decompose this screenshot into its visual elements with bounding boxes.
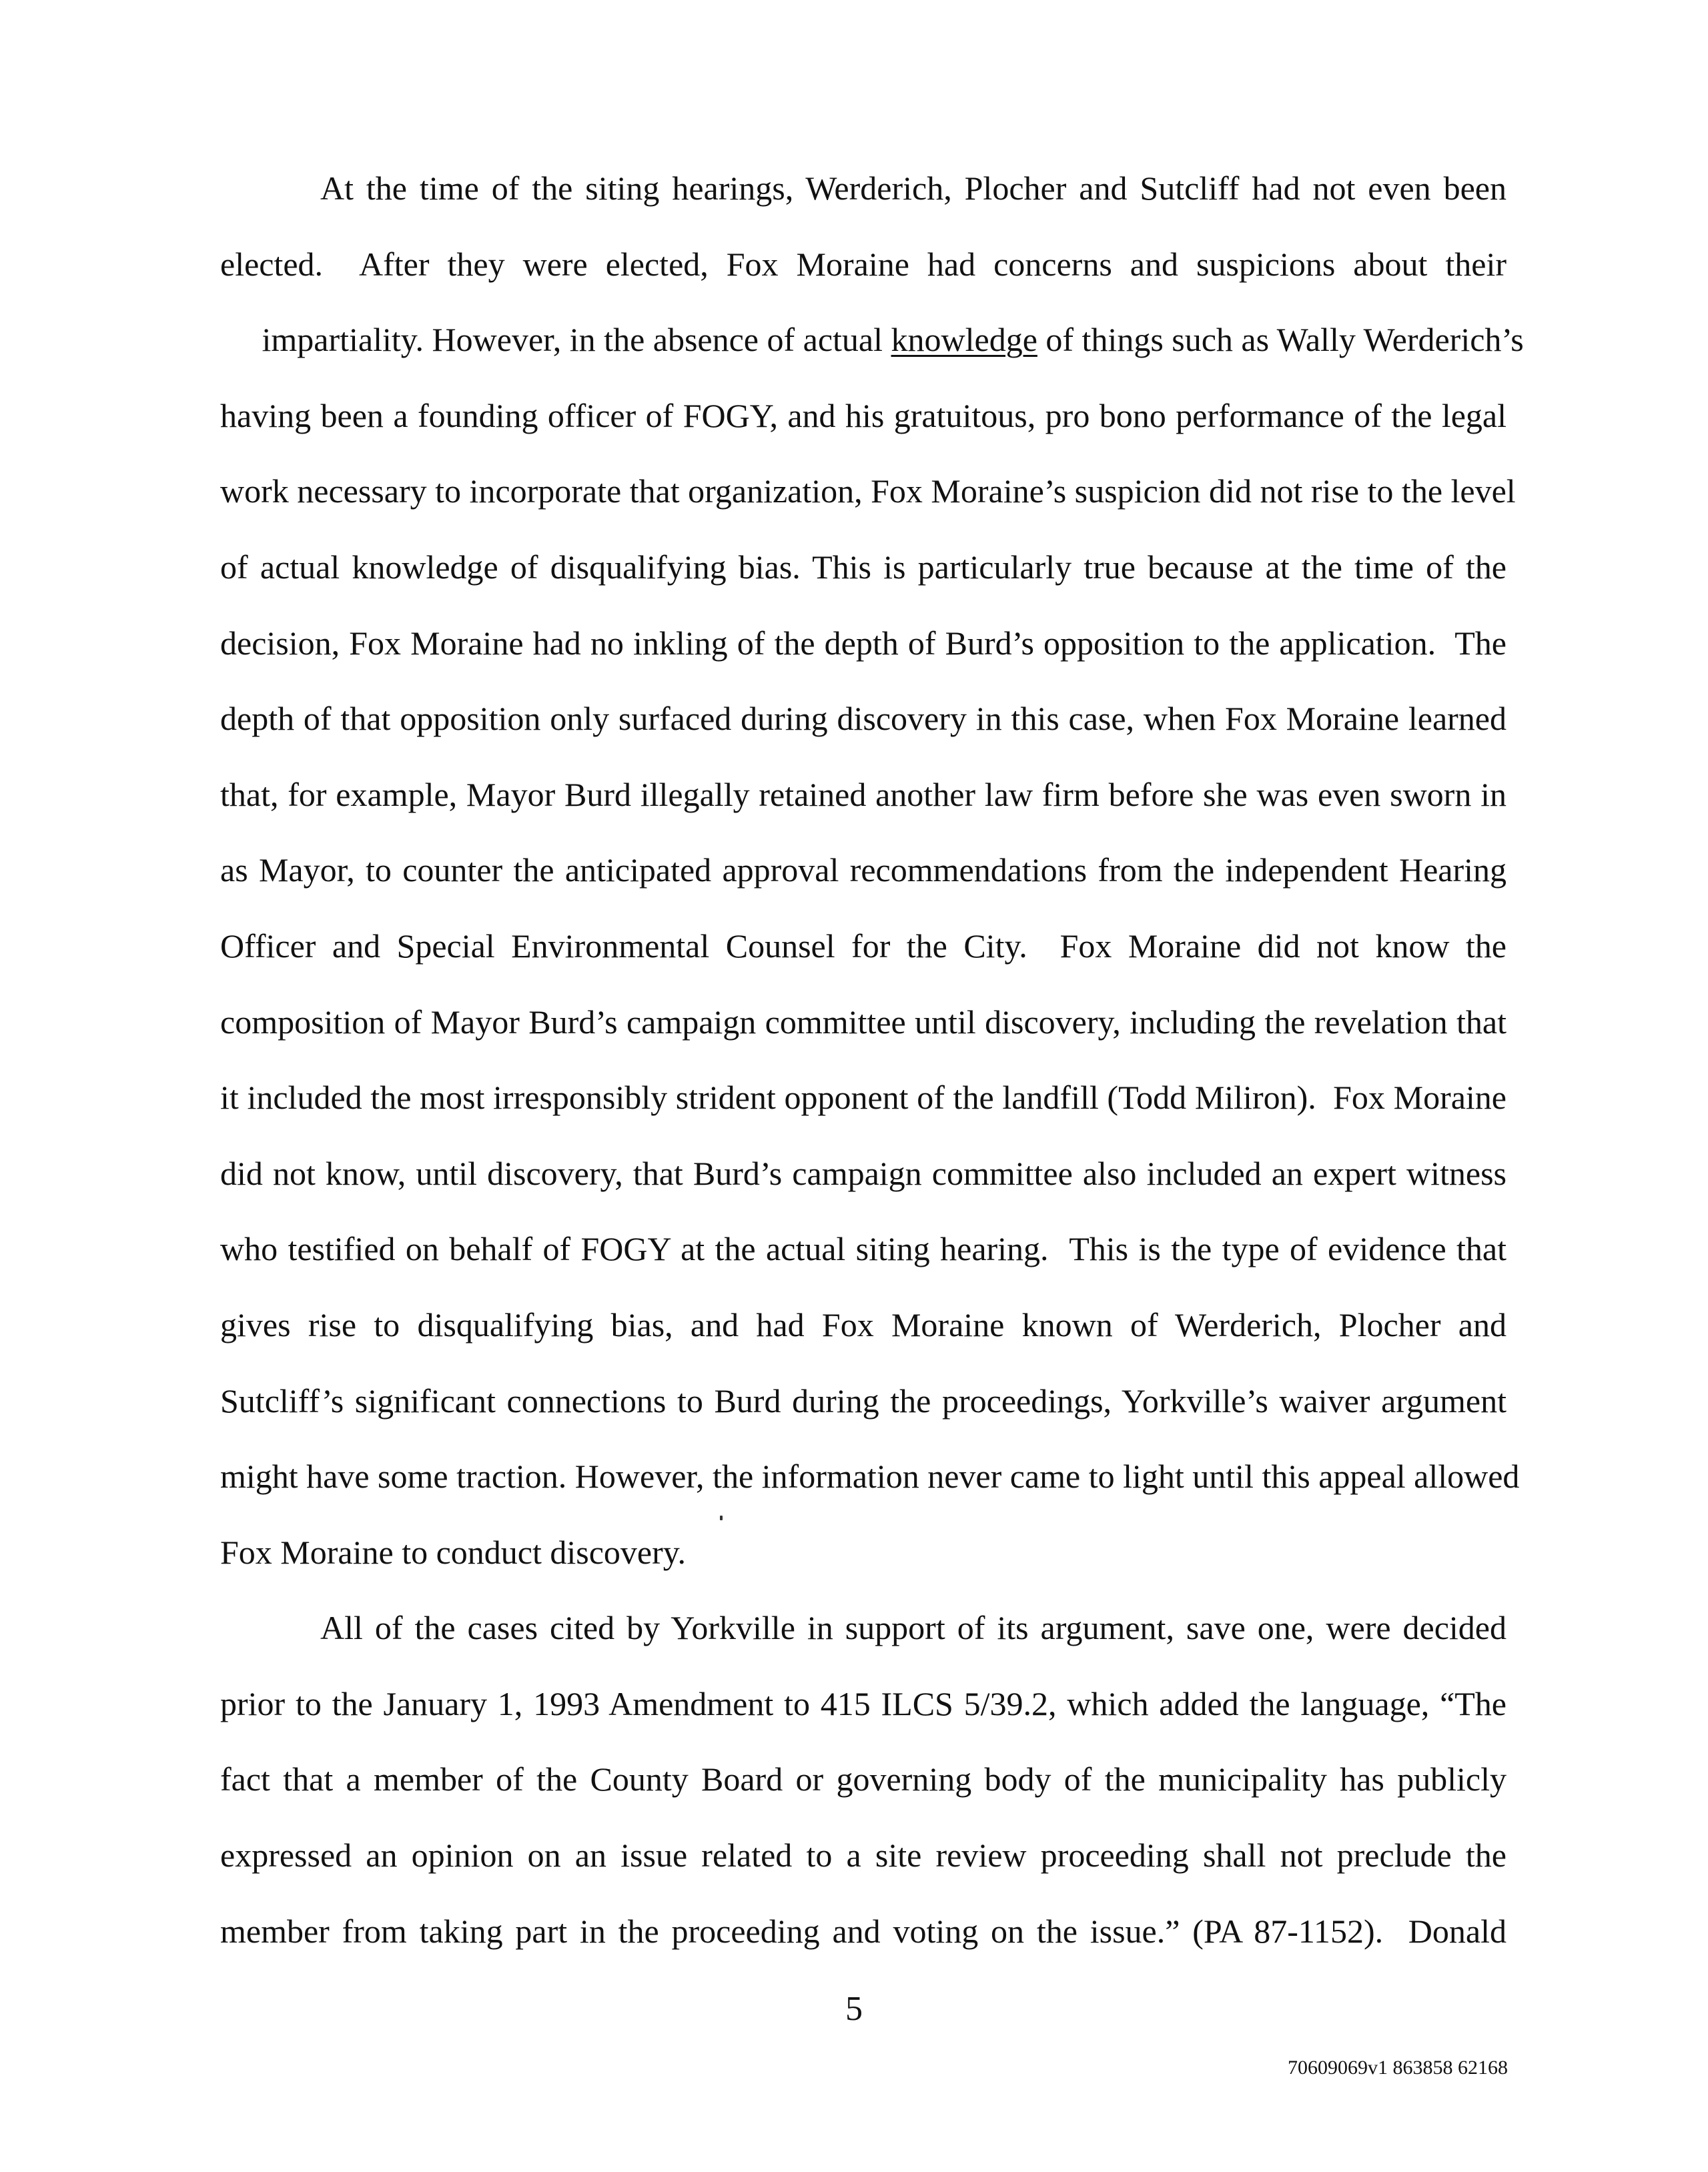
text-line: who testified on behalf of FOGY at the actual siting hearing. This is the type of evidence that [220, 1230, 1507, 1267]
text-line: as Mayor, to counter the anticipated approval recommendations from the independent Hearing [220, 851, 1507, 889]
text-segment: of things such as Wally Werderich’s [1037, 321, 1524, 358]
text-line: Fox Moraine to conduct discovery. [220, 1534, 686, 1571]
text-line [220, 320, 1524, 360]
text-line: did not know, until discovery, that Burd’s campaign committee also included an expert witness [220, 1155, 1507, 1192]
text-line: Sutcliff’s significant connections to Burd during the proceedings, Yorkville’s waiver argument [220, 1382, 1507, 1420]
text-line: expressed an opinion on an issue related to a site review proceeding shall not preclude the [220, 1836, 1507, 1874]
page-number: 5 [845, 1990, 863, 2028]
document-id: 70609069v1 863858 62168 [1288, 2057, 1508, 2079]
text-line: might have some traction. However, the information never came to light until this appeal allowed [220, 1458, 1520, 1495]
text-line: gives rise to disqualifying bias, and had Fox Moraine known of Werderich, Plocher and [220, 1306, 1507, 1343]
text-line: All of the cases cited by Yorkville in support of its argument, save one, were decided [320, 1609, 1507, 1646]
underlined-word: knowledge [891, 321, 1037, 358]
text-line: At the time of the siting hearings, Werderich, Plocher and Sutcliff had not even been [320, 169, 1507, 207]
text-line: it included the most irresponsibly strident opponent of the landfill (Todd Miliron). Fox Moraine [220, 1079, 1507, 1116]
text-line: decision, Fox Moraine had no inkling of the depth of Burd’s opposition to the application. The [220, 624, 1507, 662]
scan-speck [720, 1516, 723, 1520]
text-line: of actual knowledge of disqualifying bias. This is particularly true because at the time of the [220, 548, 1507, 586]
text-segment: impartiality. However, in the absence of actual [262, 321, 891, 358]
text-line: prior to the January 1, 1993 Amendment to 415 ILCS 5/39.2, which added the language, “The [220, 1685, 1507, 1722]
text-line: depth of that opposition only surfaced during discovery in this case, when Fox Moraine learned [220, 700, 1507, 737]
text-line: Officer and Special Environmental Counsel for the City. Fox Moraine did not know the [220, 927, 1507, 965]
text-line: elected. After they were elected, Fox Moraine had concerns and suspicions about their [220, 245, 1507, 283]
text-line: member from taking part in the proceeding and voting on the issue.” (PA 87-1152). Donald [220, 1913, 1507, 1950]
text-line: work necessary to incorporate that organization, Fox Moraine’s suspicion did not rise to the level [220, 472, 1516, 510]
text-line: having been a founding officer of FOGY, and his gratuitous, pro bono performance of the legal [220, 397, 1507, 434]
text-line: fact that a member of the County Board or governing body of the municipality has publicly [220, 1760, 1507, 1798]
text-line: that, for example, Mayor Burd illegally retained another law firm before she was even sworn in [220, 776, 1507, 813]
text-line: composition of Mayor Burd’s campaign committee until discovery, including the revelation that [220, 1003, 1507, 1041]
